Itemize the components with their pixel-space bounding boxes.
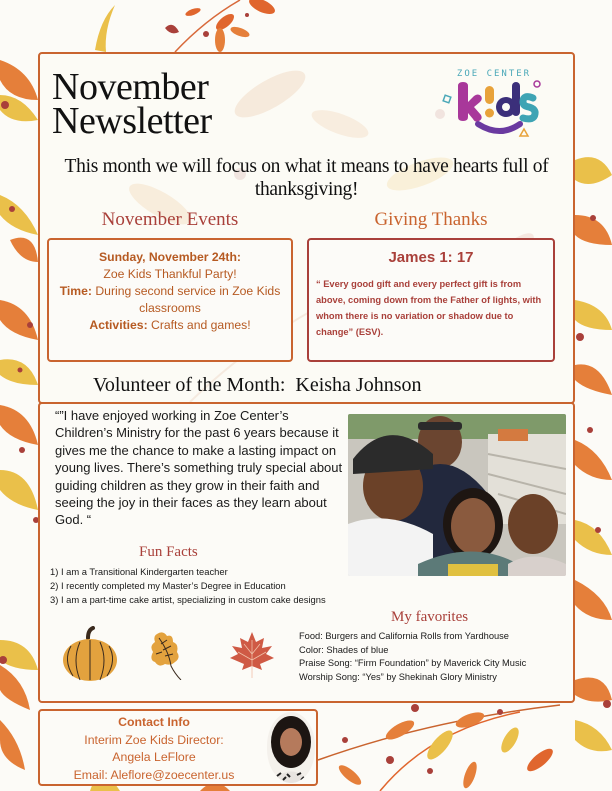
title-line-2: Newsletter [52,100,212,142]
contact-role: Interim Zoe Kids Director: [84,732,224,747]
giving-thanks-heading: Giving Thanks [374,209,488,230]
fun-facts-list [50,565,326,607]
favorite-item: Color: Shades of blue [299,644,389,655]
scripture-reference: James 1: 17 [388,249,474,266]
title-line-1: November [52,66,209,108]
event-date: Sunday, November 24th: [99,250,241,264]
event-activities-value: Crafts and games! [151,318,251,332]
favorite-item: Praise Song: “Firm Foundation” by Maverick City Music [299,658,527,669]
newsletter-title [52,66,212,142]
director-avatar [267,712,315,783]
favorites-heading: My favorites [391,609,469,625]
fun-fact-item: 3) I am a part-time cake artist, specializing in custom cake designs [50,594,326,605]
favorite-item: Worship Song: “Yes” by Shekinah Glory Ministry [299,671,497,682]
right-leaf-decoration [575,157,612,751]
contact-email[interactable]: Email: Aleflore@zoecenter.us [73,767,235,782]
event-name: Zoe Kids Thankful Party! [103,267,237,281]
contact-card [38,709,318,786]
fun-facts-heading: Fun Facts [139,544,198,560]
contact-name: Angela LeFlore [112,750,196,764]
scripture-card [307,238,555,362]
zoe-center-kids-logo [438,64,550,144]
favorites-list [299,630,526,684]
oak-leaf-icon [151,630,185,680]
fun-fact-item: 2) I recently completed my Master’s Degree in Education [50,580,286,591]
monthly-focus-statement: This month we will focus on what it means to have hearts full of thanksgiving! [64,156,549,200]
volunteer-quote: “”I have enjoyed working in Zoe Center’s Children’s Ministry for the past 6 years because it gives me the chance to make a lasting impact on young lives. There’s something truly special about guiding children as they grow in their faith and seeing the joy in their faces as they learn about God. “ [55,408,343,528]
volunteer-family-photo [348,414,566,576]
volunteer-heading: Volunteer of the Month: Keisha Johnson [93,374,422,396]
fun-fact-item: 1) I am a Transitional Kindergarten teacher [50,566,228,577]
events-heading: November Events [101,209,239,230]
top-branch-decoration [95,0,277,52]
scripture-verse: “ Every good gift and every perfect gift is from above, coming down from the Father of lights, with whom there is no variation or shadow due to change” (ESV). [316,279,542,337]
event-time-value: During second service in Zoe Kids classrooms [95,284,281,315]
pumpkin-icon [60,626,120,682]
contact-heading: Contact Info [118,715,190,729]
maple-leaf-icon [227,630,277,680]
left-leaf-decoration [0,60,39,770]
event-activities-label: Activities: [89,318,148,332]
favorite-item: Food: Burgers and California Rolls from Yardhouse [299,631,509,641]
logo-top-text: ZOE CENTER [456,69,532,79]
event-time-label: Time: [59,284,92,298]
events-card [47,238,293,362]
